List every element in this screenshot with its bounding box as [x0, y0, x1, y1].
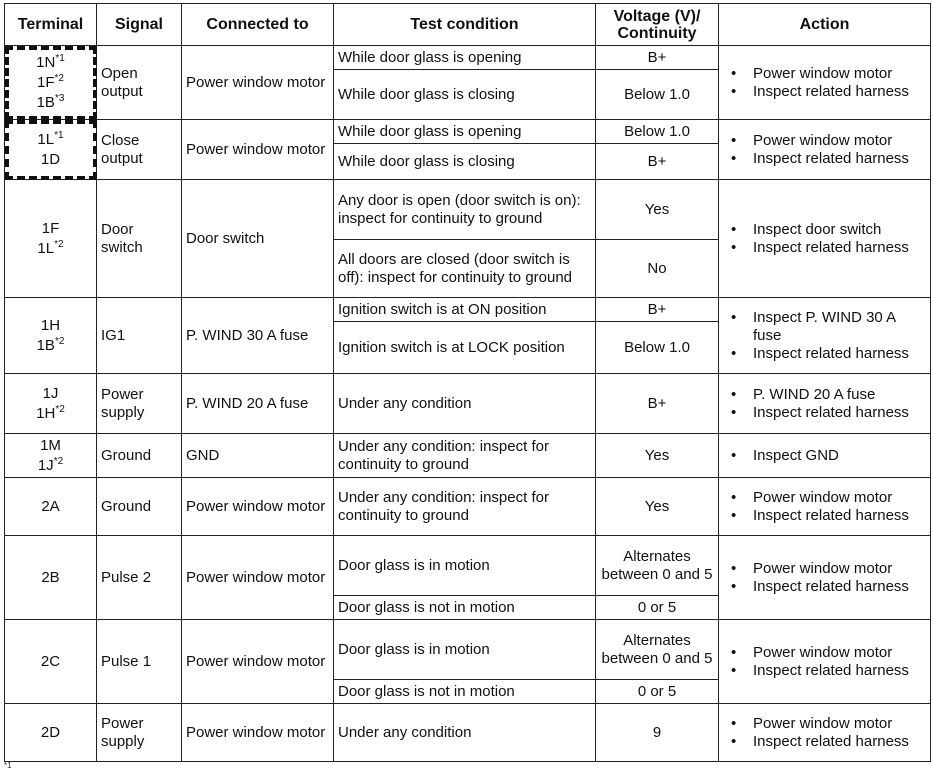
terminal-code — [7, 53, 94, 73]
action-item: • Inspect related harness — [753, 404, 926, 422]
connected-to-cell: Door switch — [182, 180, 334, 298]
action-list — [723, 715, 926, 751]
action-list — [723, 489, 926, 525]
action-item: • Power window motor — [753, 489, 926, 507]
action-cell — [719, 434, 931, 478]
connected-to-cell: Power window motor — [182, 620, 334, 704]
voltage-cell: Yes — [596, 180, 719, 240]
test-condition-cell: While door glass is closing — [334, 144, 596, 180]
test-condition-cell: While door glass is opening — [334, 46, 596, 70]
action-item: • Inspect related harness — [753, 578, 926, 596]
voltage-cell: B+ — [596, 144, 719, 180]
connected-to-cell: Power window motor — [182, 536, 334, 620]
voltage-cell: Alternates between 0 and 5 — [596, 620, 719, 680]
action-item: • Inspect related harness — [753, 150, 926, 168]
action-cell — [719, 46, 931, 120]
terminal-label: 1B — [36, 93, 55, 111]
voltage-cell: Below 1.0 — [596, 120, 719, 144]
signal-cell: Ground — [97, 478, 182, 536]
footnote: *1 — [4, 761, 12, 770]
terminal-label: 1L — [37, 239, 55, 257]
action-item: • Inspect related harness — [753, 83, 926, 101]
terminal-footnote-mark: *1 — [54, 129, 64, 141]
terminal-label: 1L — [37, 130, 55, 148]
test-condition-cell: Door glass is in motion — [334, 620, 596, 680]
terminal-label: 1H — [40, 316, 61, 334]
terminal-label: 2A — [41, 497, 60, 515]
test-condition-cell: Any door is open (door switch is on): inspect for continuity to ground — [334, 180, 596, 240]
signal-cell: IG1 — [97, 298, 182, 374]
action-cell — [719, 180, 931, 298]
test-condition-cell: All doors are closed (door switch is off): inspect for continuity to ground — [334, 240, 596, 298]
table-row — [5, 298, 931, 322]
action-item: • Power window motor — [753, 644, 926, 662]
header-voltage-line1: Voltage (V)/ — [613, 7, 701, 25]
connected-to-cell: Power window motor — [182, 478, 334, 536]
table-row — [5, 180, 931, 240]
action-cell — [719, 120, 931, 180]
action-item: • Inspect related harness — [753, 662, 926, 680]
terminal-footnote-mark: *2 — [54, 238, 64, 250]
terminal-label: 1J — [42, 384, 59, 402]
terminal-footnote-mark: *2 — [55, 403, 65, 415]
signal-cell: Open output — [97, 46, 182, 120]
voltage-cell: Below 1.0 — [596, 322, 719, 374]
connected-to-cell: P. WIND 20 A fuse — [182, 374, 334, 434]
table-row — [5, 620, 931, 680]
terminal-code — [7, 497, 94, 517]
signal-cell: Close output — [97, 120, 182, 180]
terminal-label: 1H — [36, 404, 56, 422]
action-list — [723, 644, 926, 680]
table-row — [5, 536, 931, 596]
terminal-cell — [5, 374, 97, 434]
table-row — [5, 120, 931, 144]
terminal-cell — [5, 46, 97, 120]
terminal-cell — [5, 120, 97, 180]
voltage-cell: B+ — [596, 46, 719, 70]
terminal-label: 2D — [40, 723, 61, 741]
action-list — [723, 560, 926, 596]
signal-cell: Power supply — [97, 374, 182, 434]
terminal-footnote-mark: *2 — [54, 335, 65, 347]
terminal-code — [7, 316, 94, 336]
test-condition-cell: Under any condition — [334, 374, 596, 434]
terminal-label: 1F — [37, 73, 55, 91]
voltage-cell: 0 or 5 — [596, 680, 719, 704]
terminal-label: 1B — [36, 336, 55, 354]
signal-cell: Pulse 1 — [97, 620, 182, 704]
voltage-cell: B+ — [596, 374, 719, 434]
action-cell — [719, 620, 931, 704]
terminal-code — [7, 73, 94, 93]
table-row — [5, 704, 931, 762]
terminal-label: 1N — [36, 53, 56, 71]
action-list — [723, 65, 926, 101]
test-condition-cell: Under any condition — [334, 704, 596, 762]
terminal-footnote-mark: *2 — [54, 72, 64, 84]
header-test-condition: Test condition — [334, 4, 596, 46]
terminal-code — [7, 652, 94, 672]
action-item: • Inspect related harness — [753, 733, 926, 751]
action-item: • Power window motor — [753, 715, 926, 733]
voltage-cell: Yes — [596, 434, 719, 478]
voltage-cell: Yes — [596, 478, 719, 536]
terminal-code — [7, 384, 94, 404]
terminal-code — [7, 239, 94, 259]
header-row — [5, 4, 931, 46]
table-row — [5, 478, 931, 536]
table-row — [5, 374, 931, 434]
table-row — [5, 434, 931, 478]
action-item: • P. WIND 20 A fuse — [753, 386, 926, 404]
action-item: • Inspect related harness — [753, 239, 926, 257]
action-item: • Inspect GND — [753, 447, 926, 465]
test-condition-cell: Ignition switch is at ON position — [334, 298, 596, 322]
action-item: • Inspect P. WIND 30 A fuse — [753, 309, 926, 345]
connected-to-cell: Power window motor — [182, 120, 334, 180]
terminal-cell — [5, 434, 97, 478]
terminal-code — [7, 93, 94, 113]
connected-to-cell: P. WIND 30 A fuse — [182, 298, 334, 374]
test-condition-cell: While door glass is opening — [334, 120, 596, 144]
test-condition-cell: Ignition switch is at LOCK position — [334, 322, 596, 374]
action-cell — [719, 374, 931, 434]
action-cell — [719, 298, 931, 374]
voltage-cell: 9 — [596, 704, 719, 762]
test-condition-cell: Under any condition: inspect for continuity to ground — [334, 478, 596, 536]
signal-cell: Power supply — [97, 704, 182, 762]
test-condition-cell: Door glass is not in motion — [334, 596, 596, 620]
terminal-cell — [5, 620, 97, 704]
terminal-code — [7, 404, 94, 424]
terminal-footnote-mark: *2 — [53, 455, 64, 467]
action-item: • Inspect door switch — [753, 221, 926, 239]
signal-cell: Door switch — [97, 180, 182, 298]
terminal-cell — [5, 180, 97, 298]
header-connected-to: Connected to — [182, 4, 334, 46]
signal-cell: Pulse 2 — [97, 536, 182, 620]
terminal-code — [7, 219, 94, 239]
header-action: Action — [719, 4, 931, 46]
terminal-code — [7, 130, 94, 150]
terminal-cell — [5, 536, 97, 620]
terminal-cell — [5, 704, 97, 762]
header-signal: Signal — [97, 4, 182, 46]
table-body — [5, 46, 931, 762]
voltage-cell: Below 1.0 — [596, 70, 719, 120]
terminal-footnote-mark: *3 — [54, 92, 65, 104]
terminal-footnote-mark: *1 — [55, 52, 65, 64]
terminal-label: 1J — [37, 456, 54, 474]
terminal-cell — [5, 298, 97, 374]
terminal-code — [7, 723, 94, 743]
action-item: • Power window motor — [753, 560, 926, 578]
action-item: • Inspect related harness — [753, 345, 926, 363]
action-list — [723, 447, 926, 465]
connected-to-cell: Power window motor — [182, 46, 334, 120]
action-list — [723, 309, 926, 363]
terminal-code — [7, 456, 94, 476]
terminal-code — [7, 336, 94, 356]
test-condition-cell: Door glass is not in motion — [334, 680, 596, 704]
table-row — [5, 46, 931, 70]
header-voltage-line2: Continuity — [617, 24, 697, 42]
voltage-cell: 0 or 5 — [596, 596, 719, 620]
test-condition-cell: Door glass is in motion — [334, 536, 596, 596]
voltage-cell: Alternates between 0 and 5 — [596, 536, 719, 596]
terminal-label: 2B — [41, 568, 60, 586]
terminal-label: 2C — [40, 652, 61, 670]
action-cell — [719, 536, 931, 620]
terminal-label: 1D — [40, 150, 61, 168]
test-condition-cell: While door glass is closing — [334, 70, 596, 120]
connected-to-cell: GND — [182, 434, 334, 478]
action-cell — [719, 478, 931, 536]
action-item: • Power window motor — [753, 65, 926, 83]
terminal-code — [7, 436, 94, 456]
action-list — [723, 221, 926, 257]
action-cell — [719, 704, 931, 762]
header-terminal: Terminal — [5, 4, 97, 46]
terminal-inspection-table — [4, 3, 931, 762]
signal-cell: Ground — [97, 434, 182, 478]
terminal-code — [7, 568, 94, 588]
terminal-label: 1F — [41, 219, 60, 237]
terminal-code — [7, 150, 94, 170]
connected-to-cell: Power window motor — [182, 704, 334, 762]
voltage-cell: No — [596, 240, 719, 298]
action-item: • Power window motor — [753, 132, 926, 150]
action-item: • Inspect related harness — [753, 507, 926, 525]
header-voltage-continuity — [596, 4, 719, 46]
action-list — [723, 132, 926, 168]
terminal-label: 1M — [40, 436, 61, 454]
action-list — [723, 386, 926, 422]
test-condition-cell: Under any condition: inspect for continuity to ground — [334, 434, 596, 478]
terminal-cell — [5, 478, 97, 536]
voltage-cell: B+ — [596, 298, 719, 322]
